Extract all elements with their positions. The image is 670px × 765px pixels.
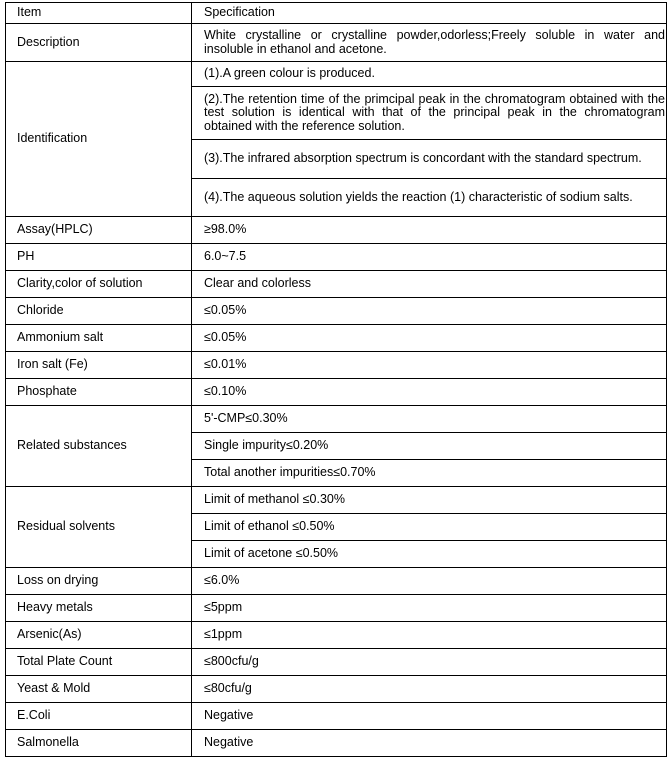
row-item: Chloride — [6, 298, 192, 325]
row-item: Loss on drying — [6, 568, 192, 595]
row-item: Description — [6, 24, 192, 62]
row-spec: (3).The infrared absorption spectrum is concordant with the standard spectrum. — [192, 140, 667, 179]
table-row — [6, 62, 667, 87]
table-row — [6, 568, 667, 595]
table-row — [6, 595, 667, 622]
table-row — [6, 730, 667, 757]
table-row — [6, 649, 667, 676]
row-item: Ammonium salt — [6, 325, 192, 352]
row-item: Identification — [6, 62, 192, 217]
row-spec: ≤0.01% — [192, 352, 667, 379]
row-spec: 6.0~7.5 — [192, 244, 667, 271]
row-spec: ≤6.0% — [192, 568, 667, 595]
row-item: Heavy metals — [6, 595, 192, 622]
row-spec: Single impurity≤0.20% — [192, 433, 667, 460]
table-row — [6, 325, 667, 352]
row-spec: ≤800cfu/g — [192, 649, 667, 676]
header-item: Item — [6, 3, 192, 24]
row-item: Related substances — [6, 406, 192, 487]
table-row — [6, 406, 667, 433]
row-spec: Negative — [192, 703, 667, 730]
row-spec: ≤0.10% — [192, 379, 667, 406]
table-row — [6, 487, 667, 514]
row-spec: ≤5ppm — [192, 595, 667, 622]
row-spec: Negative — [192, 730, 667, 757]
row-item: Salmonella — [6, 730, 192, 757]
row-item: Assay(HPLC) — [6, 217, 192, 244]
row-spec: 5'-CMP≤0.30% — [192, 406, 667, 433]
row-spec: Limit of acetone ≤0.50% — [192, 541, 667, 568]
row-spec: White crystalline or crystalline powder,odorless;Freely soluble in water and insoluble in ethanol and acetone. — [192, 24, 667, 62]
table-row — [6, 352, 667, 379]
table-row — [6, 217, 667, 244]
row-item: Total Plate Count — [6, 649, 192, 676]
row-item: Residual solvents — [6, 487, 192, 568]
row-spec: ≤80cfu/g — [192, 676, 667, 703]
row-spec: Limit of ethanol ≤0.50% — [192, 514, 667, 541]
row-item: Iron salt (Fe) — [6, 352, 192, 379]
specification-table — [5, 2, 667, 757]
row-spec: ≤1ppm — [192, 622, 667, 649]
row-spec: (2).The retention time of the primcipal peak in the chromatogram obtained with the test solution is identical with that of the principal peak in the chromatogram obtained with the reference solution. — [192, 87, 667, 140]
header-row — [6, 3, 667, 24]
row-item: PH — [6, 244, 192, 271]
row-spec: ≤0.05% — [192, 298, 667, 325]
table-row — [6, 703, 667, 730]
row-item: Yeast & Mold — [6, 676, 192, 703]
table-row — [6, 622, 667, 649]
row-spec: (1).A green colour is produced. — [192, 62, 667, 87]
row-spec: ≤0.05% — [192, 325, 667, 352]
row-spec: Limit of methanol ≤0.30% — [192, 487, 667, 514]
header-spec: Specification — [192, 3, 667, 24]
row-item: Clarity,color of solution — [6, 271, 192, 298]
table-row — [6, 676, 667, 703]
table-row — [6, 244, 667, 271]
row-item: E.Coli — [6, 703, 192, 730]
table-row — [6, 298, 667, 325]
row-spec: Total another impurities≤0.70% — [192, 460, 667, 487]
row-item: Phosphate — [6, 379, 192, 406]
row-item: Arsenic(As) — [6, 622, 192, 649]
row-spec: ≥98.0% — [192, 217, 667, 244]
table-row — [6, 379, 667, 406]
table-row — [6, 271, 667, 298]
table-row — [6, 24, 667, 62]
row-spec: Clear and colorless — [192, 271, 667, 298]
row-spec: (4).The aqueous solution yields the reaction (1) characteristic of sodium salts. — [192, 179, 667, 217]
